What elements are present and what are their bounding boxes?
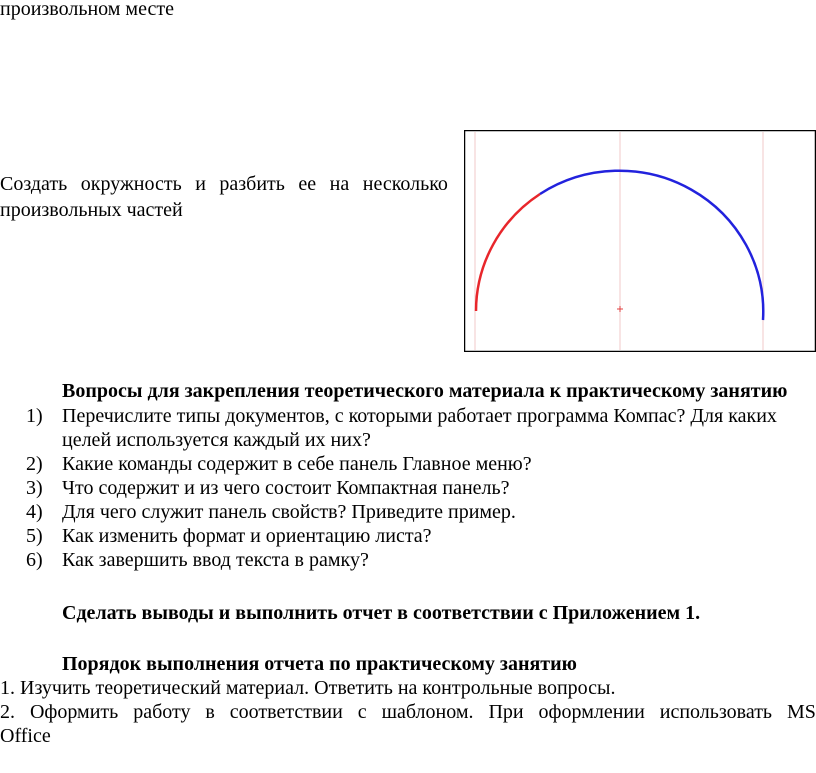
- task-word: разбить: [219, 173, 285, 195]
- question-text: Для чего служит панель свойств? Приведите пример.: [62, 501, 516, 523]
- task-word: Создать: [0, 173, 68, 195]
- report-word: использовать: [659, 701, 773, 723]
- conclusion-heading: Сделать выводы и выполнить отчет в соответствии с Приложением 1.: [62, 602, 701, 624]
- list-item: [0, 452, 816, 476]
- list-item: [0, 524, 816, 548]
- list-number: 1): [26, 405, 43, 427]
- report-item-1: 1. Изучить теоретический материал. Ответить на контрольные вопросы.: [0, 677, 616, 699]
- list-number: 4): [26, 501, 43, 523]
- list-item: [0, 500, 816, 524]
- list-number: 3): [26, 477, 43, 499]
- list-number: 2): [26, 453, 43, 475]
- task-word: ее: [298, 173, 317, 195]
- question-text: Как изменить формат и ориентацию листа?: [62, 525, 432, 547]
- questions-heading: Вопросы для закрепления теоретического материала к практическому занятию: [62, 380, 788, 402]
- report-list: [0, 676, 816, 748]
- question-text: Что содержит и из чего состоит Компактная панель?: [62, 477, 510, 499]
- report-word: соответствии: [229, 701, 343, 723]
- task-word: несколько: [362, 173, 448, 195]
- report-word: оформлении: [538, 701, 645, 723]
- report-word: в: [205, 701, 215, 723]
- report-word: работу: [133, 701, 191, 723]
- top-text: произвольном месте: [0, 0, 174, 20]
- task-paragraph: [0, 171, 448, 223]
- report-word: При: [488, 701, 524, 723]
- list-number: 6): [26, 549, 43, 571]
- task-line-1: [0, 171, 448, 197]
- report-word: MS: [787, 701, 816, 723]
- report-heading: Порядок выполнения отчета по практическому занятию: [62, 653, 577, 675]
- list-item: [0, 476, 816, 500]
- question-text: Какие команды содержит в себе панель Главное меню?: [62, 453, 532, 475]
- report-item-2-continued: Office: [0, 725, 51, 747]
- question-text: Перечислите типы документов, с которыми работает программа Компас? Для каких: [62, 405, 777, 427]
- report-word: с: [357, 701, 367, 723]
- task-word: окружность: [80, 173, 182, 195]
- questions-list: [0, 404, 816, 572]
- report-word: шаблоном.: [381, 701, 474, 723]
- task-line-2: произвольных частей: [0, 199, 183, 221]
- report-item-2: [0, 700, 816, 724]
- list-item: [0, 404, 816, 452]
- question-text: Как завершить ввод текста в рамку?: [62, 549, 369, 571]
- task-word: на: [329, 173, 350, 195]
- list-number: 5): [26, 525, 43, 547]
- arc-figure: [464, 130, 816, 352]
- question-text-continued: целей используется каждый их них?: [62, 429, 371, 451]
- report-word: Оформить: [29, 701, 119, 723]
- report-word: 2.: [0, 701, 15, 723]
- list-item: [0, 548, 816, 572]
- task-word: и: [195, 173, 206, 195]
